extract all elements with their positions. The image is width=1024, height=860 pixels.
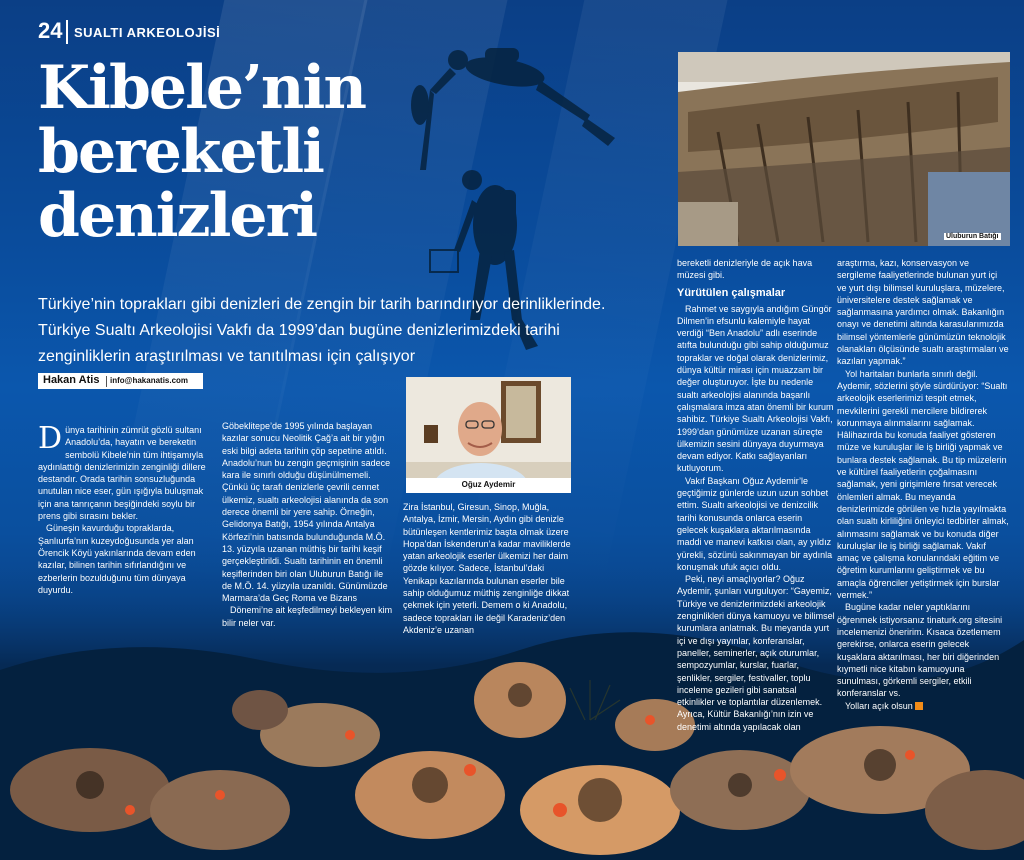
lead-paragraph: Türkiye’nin toprakları gibi denizleri de zengin bir tarih barındırıyor derinliklerinde. Türkiye Sualtı Arkeolojisi Vakfı da 1999’dan bugüne denizlerimizdeki tarihi zenginliklerin araştırılması ve tanıtılması için çalışıyor [38, 296, 606, 365]
section-label: SUALTI ARKEOLOJİSİ [74, 25, 221, 40]
body-paragraph: Zira İstanbul, Giresun, Sinop, Muğla, Antalya, İzmir, Mersin, Aydın gibi denizle bütünleşen kentlerimiz başta olmak üzere Hopa’dan İskenderun’a kadar maviliklerde yatan arkeolojik eserler ülkemizi her daim gözde kılıyor. Sadece, İstanbul’daki Yenikapı kazılarında bulunan eserler bile sahip olduğumuz müthiş zenginliğe dikkat çekmek için yeterli. Demem o ki Anadolu, sadece toprakları ile değil Karadeniz’den Akdeniz’e uzanan [403, 502, 571, 635]
body-paragraph: bereketli denizleriyle de açık hava müzesi gibi. [677, 258, 813, 281]
body-paragraph: Yol haritaları bunlarla sınırlı değil. Aydemir, sözlerini şöyle sürdürüyor: “Sualtı arkeolojik eserlerimizi tespit etmek, mevkilerini gerekli mercilere bildirerek korunmaya alınmalarını sağlamak. Hâlihazırda bu konuda faaliyet gösteren müze ve kuruluşlar ile iş birliği yapmak ve bunlara destek sağlamak. Bu tip müzelerin ve kültürel faaliyetlerin çoğalmasını sağlamak, yeni girişimlere fırsat verecek önlemleri almak. Bu meyanda denizlerimizde görülen ve hızla yayılmakta olan sualtı kirliliğini önleyici tedbirler almak, alınmasını sağlamak ve bu konuda diğer kuruluşlar ile iş birliği sağlamak. Vakıf amaç ve çalışma konularındaki eğitim ve öğretim kurumlarını geliştirmek ve bu amaçla öğrenciler yetiştirmek için burslar vermek.” [837, 368, 1009, 601]
author-separator [106, 376, 107, 387]
article-title [38, 53, 418, 251]
body-paragraph: Rahmet ve saygıyla andığım Güngör Dilmen’in efsunlu kalemiyle hayat verdiği “Ben Anadolu” adlı eserinde atıfta bulunduğu gibi sahip olduğumuz topraklar ve doğal olarak denizlerimiz, dünya kültür mirası için muazzam bir değer oluşturuyor. İşte bu nedenle sualtı arkeolojisi alanında başarılı çalışmalara imza atan önemli bir kurum sahibiz. Türkiye Sualtı Arkeolojisi Vakfı, 1999’dan günümüze uzanan süreçte ülkemizin sesini dünyaya duyurmaya devam ediyor. Katkı sağlayanları kutluyorum. [677, 303, 834, 474]
body-paragraph: Bugüne kadar neler yaptıklarını öğrenmek istiyorsanız tinaturk.org sitesini incelemenizi öneririm. Kısaca özetlemem gerekirse, onlarca eserin gelecek kuşaklara aktarılması, her biri diğerinden kıymetli nice kitabın kamuoyuna sunulması, görkemli sergiler, etkili konferanslar vs. [837, 602, 1003, 699]
author-name: Hakan Atis [43, 374, 100, 386]
body-column-4 [677, 257, 835, 733]
title-line: denizleri [38, 181, 316, 251]
end-mark-icon [915, 702, 923, 710]
portrait-caption: Oğuz Aydemir [461, 480, 516, 489]
title-line: bereketli [38, 117, 323, 187]
section-divider [66, 20, 68, 44]
body-column-5 [837, 257, 1009, 712]
body-column-2 [222, 420, 394, 629]
body-paragraph: Dönemi’ne ait keşfedilmeyi bekleyen kim bilir neler var. [222, 605, 393, 628]
shipwreck-caption: Uluburun Batığı [946, 233, 999, 240]
body-column-3 [403, 501, 573, 636]
subheading: Yürütülen çalışmalar [677, 286, 786, 299]
drop-cap: D [38, 421, 63, 456]
shipwreck-photo [678, 52, 1010, 246]
page-number: 24 [38, 18, 63, 43]
author-email: info@hakanatis.com [110, 376, 189, 385]
body-paragraph [837, 700, 1009, 712]
body-paragraph: Göbeklitepe’de 1995 yılında başlayan kazılar sonucu Neolitik Çağ’a ait bir yığın eski bilgi adeta tarihin çöp sepetine atıldı. Anadolu’nun bu zengin geçmişinin sadece kara ile sınırlı olduğu düşünülmemeli. Çünkü üç tarafı denizlerle çevrili cennet ülkemiz, sualtı arkeolojisi alanında da son derece önemli bir yere sahip. Örneğin, Gelidonya Batığı, 1954 yılında Antalya Körfezi’nin batısında bulunduğunda M.Ö. 13. yüzyıla uzanan müthiş bir tarihi keşif gerçekleştirildi. Sualtı tarihinin en önemli keşiflerinden biri olan Uluburun Batığı ile de M.Ö. 14. yüzyıla uzanıldı. Günümüzde Marmara’da Geç Roma ve Bizans [222, 421, 391, 604]
body-column-1 [38, 421, 210, 596]
body-paragraph: araştırma, kazı, konservasyon ve sergileme faaliyetlerinde bulunan yurt içi ve yurt dışı bilimsel kuruluşlara, müzelere, üniversitelere destek sağlamak ve sağlanmasına yardımcı olmak. Bakanlığın onayı ve denetimi altında karasularımızda bilimsel yöntemlerle günümüzün teknolojik olanakları ölçüsünde sualtı araştırmaları ve kazıları yapmak.” [837, 258, 1009, 367]
body-paragraph: Peki, neyi amaçlıyorlar? Oğuz Aydemir, şunları vurguluyor: “Gayemiz, Türkiye ve denizlerimizdeki arkeolojik zenginlikleri dünya kamuoyu ve bilimsel kurumlara anlatmak. Bu meyanda yurt içi ve dışı yayınlar, konferanslar, paneller, seminerler, açık oturumlar, sempozyumlar, kurslar, fuarlar, şenlikler, sergiler, festivaller, toplu inceleme gezileri gibi sanatsal etkinlikler ve toplantılar düzenlemek. Ayrıca, Kültür Bakanlığı’nın izin ve denetimi altında yapılacak olan [677, 574, 835, 732]
body-paragraph: Güneşin kavurduğu topraklarda, Şanlıurfa’nın kuzeydoğusunda yer alan Örencik Köyü yakınlarında devam eden kazılar, bilinen tarihin sıfırlandığını ve ezberlerin bozulduğunu tüm dünyaya duyurdu. [38, 523, 196, 595]
closing-text: Yolları açık olsun [845, 700, 913, 711]
body-paragraph: Vakıf Başkanı Oğuz Aydemir’le geçtiğimiz günlerde uzun uzun sohbet ettim. Sualtı arkeolojisi ve denizcilik tarihi konusunda onlarca eserin gelecek kuşaklara aktarılmasında maddi ve manevi katkısı olan, ay yıldız yürekli, sözünü sakınmayan bir aydınla konuşmak ufuk açıcı oldu. [677, 475, 833, 572]
body-text: ünya tarihinin zümrüt gözlü sultanı Anadolu’da, hayatın ve bereketin sembolü Kibele’nin tüm ihtişamıyla aydınlattığı denizlerimizin zenginliği dillere destandır. Orada tarihin sonsuzluğunda unutulan nice eser, gün ışığıyla buluşmak için ana tanrıçanın beşiğindeki soylu bir prens gibi sırasını bekler. [38, 425, 206, 522]
body-paragraph [38, 421, 210, 522]
portrait-photo [406, 377, 571, 490]
title-line: Kibele’nin [38, 53, 365, 123]
